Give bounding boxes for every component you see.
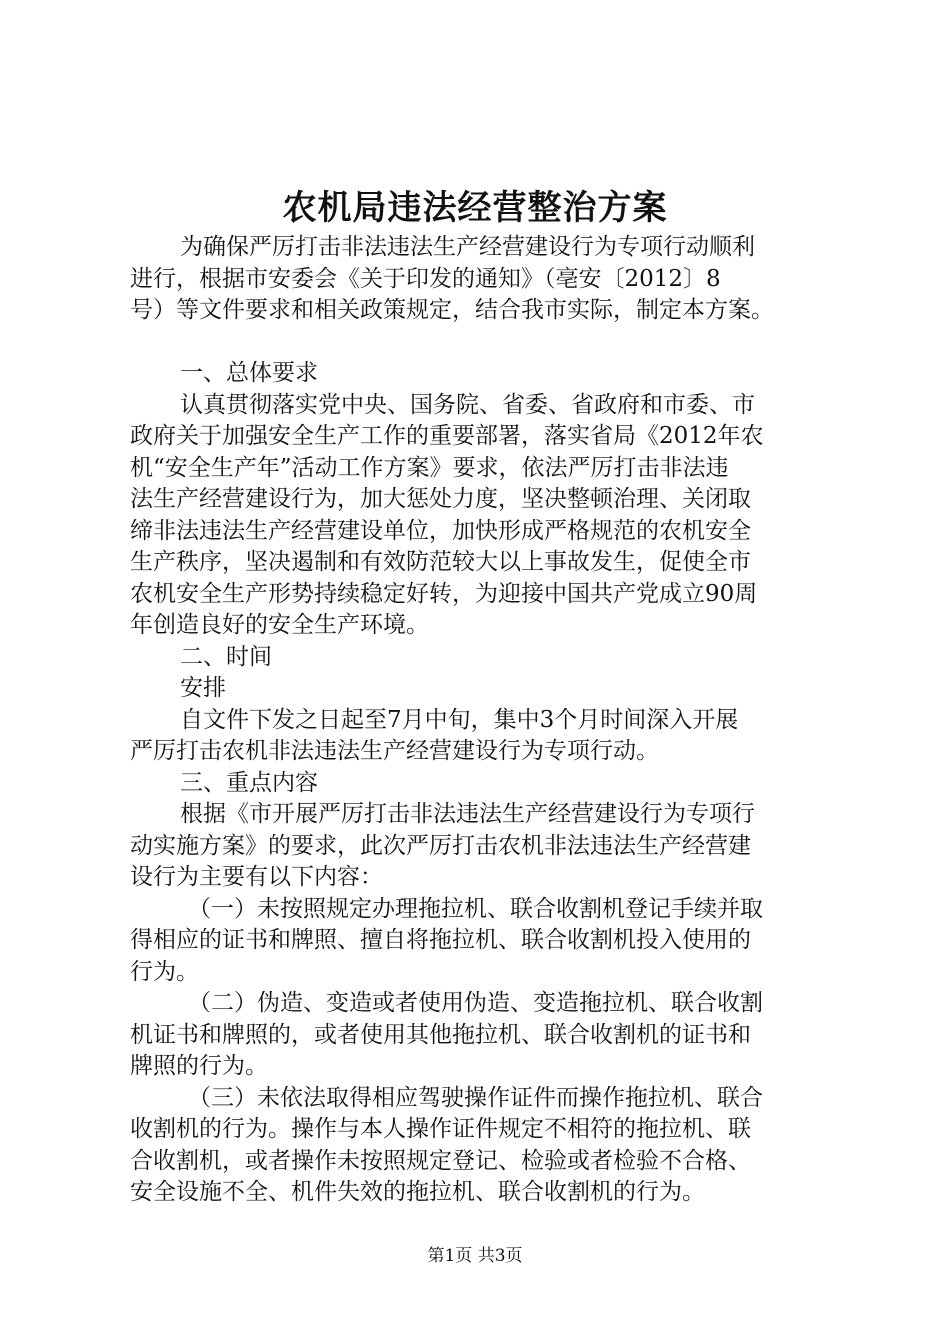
text-line: 设行为主要有以下内容：: [130, 864, 383, 890]
text-line: 动实施方案》的要求，此次严厉打击农机非法违法生产经营建: [130, 832, 751, 859]
section-heading: 一、总体要求: [180, 360, 318, 386]
document-body: [130, 232, 830, 1209]
text-line: 自文件下发之日起至7月中旬，集中3个月时间深入开展: [180, 706, 739, 733]
text-line: 根据《市开展严厉打击非法违法生产经营建设行为专项行: [180, 801, 755, 827]
text-line: 法生产经营建设行为，加大惩处力度，坚决整顿治理、关闭取: [130, 486, 751, 512]
page-title: 农机局违法经营整治方案: [282, 188, 668, 228]
text-line: 严厉打击农机非法违法生产经营建设行为专项行动。: [130, 738, 659, 764]
text-line: 牌照的行为。: [130, 1053, 268, 1079]
text-line: 安全设施不全、机件失效的拖拉机、联合收割机的行为。: [130, 1179, 705, 1205]
text-line: 收割机的行为。操作与本人操作证件规定不相符的拖拉机、联: [130, 1116, 751, 1142]
text-line: 合收割机，或者操作未按照规定登记、检验或者检验不合格、: [130, 1147, 751, 1174]
text-line: 认真贯彻落实党中央、国务院、省委、省政府和市委、市: [180, 391, 755, 418]
text-line: 为确保严厉打击非法违法生产经营建设行为专项行动顺利: [180, 234, 755, 260]
text-line: 得相应的证书和牌照、擅自将拖拉机、联合收割机投入使用的: [130, 927, 751, 953]
section-heading: 三、重点内容: [180, 769, 318, 796]
text-line: 缔非法违法生产经营建设单位，加快形成严格规范的农机安全: [130, 517, 751, 544]
text-line: 农机安全生产形势持续稳定好转，为迎接中国共产党成立90周: [130, 580, 758, 607]
text-line: 机“安全生产年”活动工作方案》要求，依法严厉打击非法违: [130, 454, 729, 481]
list-item: （二）伪造、变造或者使用伪造、变造拖拉机、联合收割: [188, 990, 763, 1016]
list-item: （三）未依法取得相应驾驶操作证件而操作拖拉机、联合: [188, 1084, 763, 1111]
text-line: 进行，根据市安委会《关于印发的通知》（亳安〔2012〕8: [130, 265, 721, 292]
text-line: 号）等文件要求和相关政策规定，结合我市实际，制定本方案。: [130, 297, 774, 323]
text-line: 年创造良好的安全生产环境。: [130, 612, 429, 638]
text-line: 行为。: [130, 958, 199, 985]
page-footer: 第1页 共3页: [427, 1246, 523, 1266]
text-line: 生产秩序，坚决遏制和有效防范较大以上事故发生，促使全市: [130, 549, 751, 575]
text-line: 政府关于加强安全生产工作的重要部署，落实省局《2012年农: [130, 423, 764, 449]
text-line: 机证书和牌照的，或者使用其他拖拉机、联合收割机的证书和: [130, 1021, 751, 1048]
blank-line: [130, 327, 830, 359]
section-heading: 二、时间: [180, 643, 272, 670]
list-item: （一）未按照规定办理拖拉机、联合收割机登记手续并取: [188, 895, 763, 922]
text-line: 安排: [180, 675, 226, 701]
